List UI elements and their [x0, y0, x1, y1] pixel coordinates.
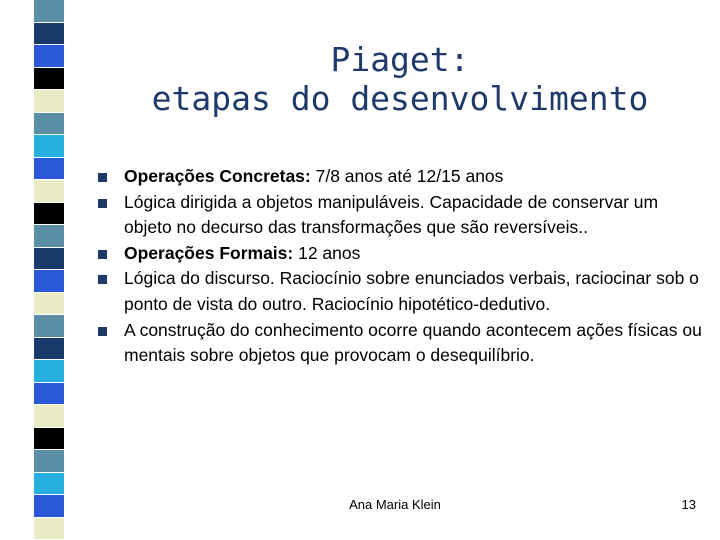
bullet-item: [96, 164, 706, 190]
footer-author: Ana Maria Klein: [349, 497, 441, 512]
strip-cell: [34, 113, 64, 136]
bullet-text: 12 anos: [293, 242, 361, 263]
strip-cell: [34, 248, 64, 271]
square-bullet-icon: [98, 173, 107, 182]
square-bullet-icon: [98, 199, 107, 208]
strip-cell: [34, 158, 64, 181]
slide-title-line-1: Piaget:: [330, 40, 470, 79]
strip-cell: [34, 360, 64, 383]
bullet-heading: Operações Formais:: [124, 242, 294, 263]
bullet-heading: Operações Concretas:: [124, 166, 311, 186]
square-bullet-icon: [98, 327, 107, 336]
bullet-text: A construção do conhecimento ocorre quando acontecem ações físicas ou mentais sobre objetos que provocam o desequilíbrio.: [124, 319, 702, 366]
bullet-item: [96, 266, 706, 317]
strip-cell: [34, 45, 64, 68]
strip-cell: [34, 23, 64, 46]
bullet-list: [96, 164, 706, 369]
strip-cell: [34, 450, 64, 473]
strip-cell: [34, 405, 64, 428]
strip-cell: [34, 225, 64, 248]
bullet-item: [96, 318, 706, 369]
strip-cell: [34, 428, 64, 451]
bullet-text: 7/8 anos até 12/15 anos: [310, 166, 504, 186]
strip-cell: [34, 90, 64, 113]
strip-cell: [34, 518, 64, 540]
strip-cell: [34, 473, 64, 496]
strip-cell: [34, 338, 64, 361]
bullet-item: [96, 190, 706, 241]
bullet-text: Lógica do discurso. Raciocínio sobre enunciados verbais, raciocinar sob o ponto de vista do outro. Raciocínio hipotético-dedutivo.: [124, 268, 699, 314]
strip-cell: [34, 495, 64, 518]
strip-cell: [34, 270, 64, 293]
strip-cell: [34, 180, 64, 203]
strip-cell: [34, 293, 64, 316]
strip-cell: [34, 315, 64, 338]
bullet-text: Lógica dirigida a objetos manipuláveis. Capacidade de conservar um objeto no decurso das transformações que são reversíveis..: [124, 191, 659, 238]
strip-cell: [34, 0, 64, 23]
strip-cell: [34, 203, 64, 226]
page-number: 13: [681, 497, 696, 512]
bullet-item: [96, 241, 706, 267]
strip-cell: [34, 68, 64, 91]
strip-cell: [34, 383, 64, 406]
square-bullet-icon: [98, 275, 107, 284]
square-bullet-icon: [98, 250, 107, 259]
slide-title: [80, 40, 720, 118]
decorative-color-strip: [34, 0, 64, 540]
slide-title-line-2: etapas do desenvolvimento: [151, 79, 649, 118]
strip-cell: [34, 135, 64, 158]
